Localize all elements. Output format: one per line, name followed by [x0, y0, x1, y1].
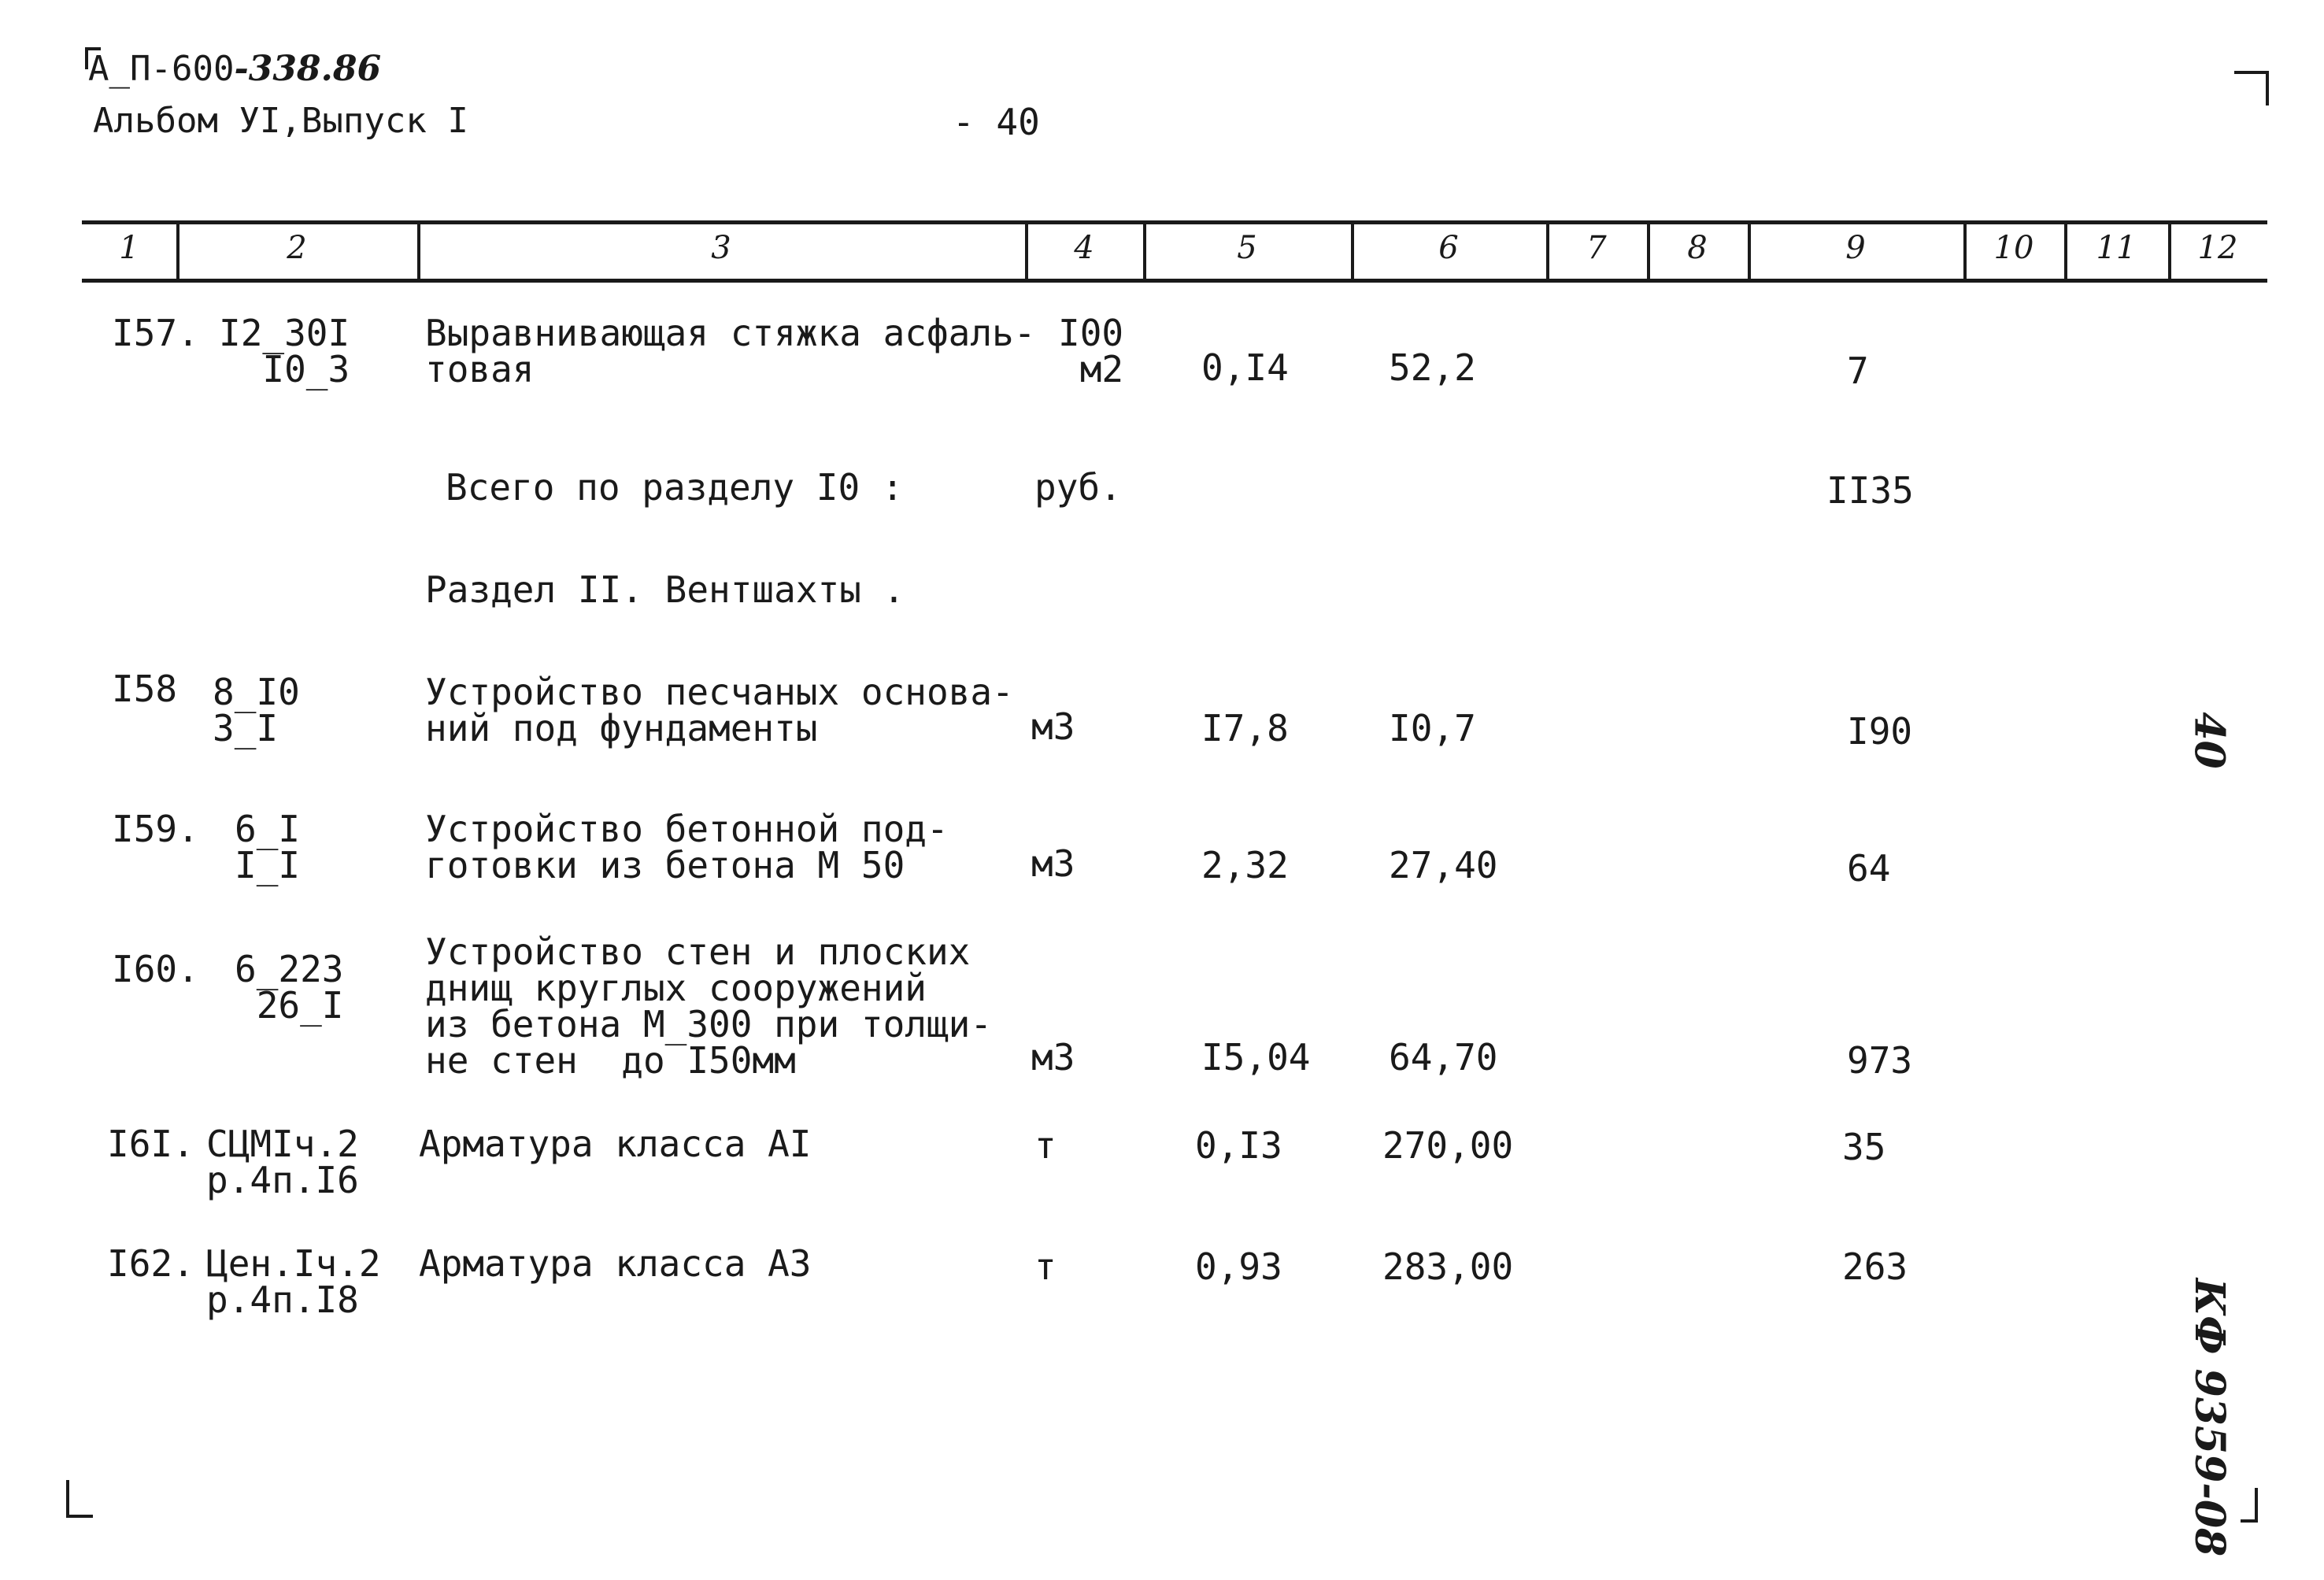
row-quantity: 0,I4	[1201, 346, 1289, 389]
row-unit: т	[1034, 1124, 1057, 1167]
column-header-11: 11	[2096, 230, 2137, 266]
column-header-2: 2	[287, 230, 307, 266]
row-description: Арматура класса АI	[419, 1123, 812, 1165]
row-quantity: 0,I3	[1195, 1124, 1282, 1167]
row-quantity: 0,93	[1195, 1245, 1282, 1288]
row-price: 270,00	[1382, 1124, 1514, 1167]
section-heading: Раздел II. Вентшахты .	[425, 568, 905, 611]
row-description: Арматура класса А3	[419, 1242, 812, 1285]
row-number: I62.	[107, 1242, 194, 1285]
row-total: 64	[1847, 847, 1891, 890]
row-total: 35	[1842, 1126, 1886, 1168]
row-total: I90	[1847, 710, 1913, 753]
row-code: 6_223 26_I	[235, 948, 344, 1027]
row-number: I57.	[112, 312, 199, 354]
row-unit: м3	[1031, 705, 1075, 748]
row-code: 6_I I_I	[235, 808, 301, 886]
row-number: I59.	[112, 808, 199, 850]
column-header-9: 9	[1845, 230, 1866, 266]
table-top-rule	[82, 220, 2267, 224]
album-title: Альбом УI,Выпуск I	[93, 101, 468, 141]
row-description: Выравнивающая стяжка асфаль- товая	[425, 312, 1036, 390]
column-header-3: 3	[711, 230, 731, 266]
corner-mark-top-right	[2234, 71, 2269, 105]
row-description: Устройство стен и плоских днищ круглых сооружений из бетона М_300 при толщи- не стен до I50мм	[425, 931, 993, 1082]
column-header-12: 12	[2197, 230, 2238, 266]
row-code: 8_I0 3_I	[213, 671, 300, 749]
row-price: 283,00	[1382, 1245, 1514, 1288]
column-header-1: 1	[119, 230, 139, 266]
row-code: I2_30I I0_3	[219, 312, 350, 390]
row-price: 27,40	[1389, 844, 1498, 886]
row-description: Устройство песчаных основа- ний под фундаменты	[425, 671, 1014, 749]
table-header-bottom-rule	[82, 279, 2267, 283]
row-quantity: I7,8	[1201, 707, 1289, 749]
row-price: I0,7	[1389, 707, 1476, 749]
row-unit: м3	[1031, 842, 1075, 885]
column-header-7: 7	[1586, 230, 1607, 266]
row-total: 973	[1847, 1039, 1913, 1082]
section-total-label: Всего по разделу I0 :	[446, 466, 904, 509]
row-price: 52,2	[1389, 346, 1476, 389]
column-header-4: 4	[1074, 230, 1094, 266]
row-number: I60.	[112, 948, 199, 990]
document-code-handwritten: -338.86	[234, 49, 382, 89]
column-header-5: 5	[1237, 230, 1257, 266]
document-code-printed: А_П-600	[88, 49, 235, 89]
page-number: - 40	[953, 101, 1040, 143]
row-price: 64,70	[1389, 1036, 1498, 1079]
row-description: Устройство бетонной под- готовки из бетона М 50	[425, 808, 949, 886]
row-total: 7	[1847, 350, 1869, 392]
margin-page-mark: 40	[2185, 712, 2233, 769]
row-unit: т	[1034, 1245, 1057, 1288]
document-code	[88, 49, 381, 89]
column-header-8: 8	[1687, 230, 1708, 266]
row-total: 263	[1842, 1245, 1908, 1288]
row-unit: I00 м2	[1058, 312, 1124, 390]
column-header-10: 10	[1993, 230, 2034, 266]
section-total-unit: руб.	[1034, 466, 1122, 509]
section-total-value: II35	[1826, 469, 1914, 512]
column-header-6: 6	[1438, 230, 1459, 266]
row-quantity: 2,32	[1201, 844, 1289, 886]
row-quantity: I5,04	[1201, 1036, 1311, 1079]
row-number: I58	[112, 668, 178, 710]
margin-archive-code: КФ 9359-08	[2185, 1278, 2234, 1557]
corner-mark-bottom-right	[2241, 1488, 2258, 1523]
row-code: Цен.Iч.2 р.4п.I8	[206, 1242, 381, 1321]
row-code: СЦМIч.2 р.4п.I6	[206, 1123, 359, 1201]
corner-mark-bottom-left	[66, 1480, 93, 1518]
row-unit: м3	[1031, 1036, 1075, 1079]
row-number: I6I.	[107, 1123, 194, 1165]
